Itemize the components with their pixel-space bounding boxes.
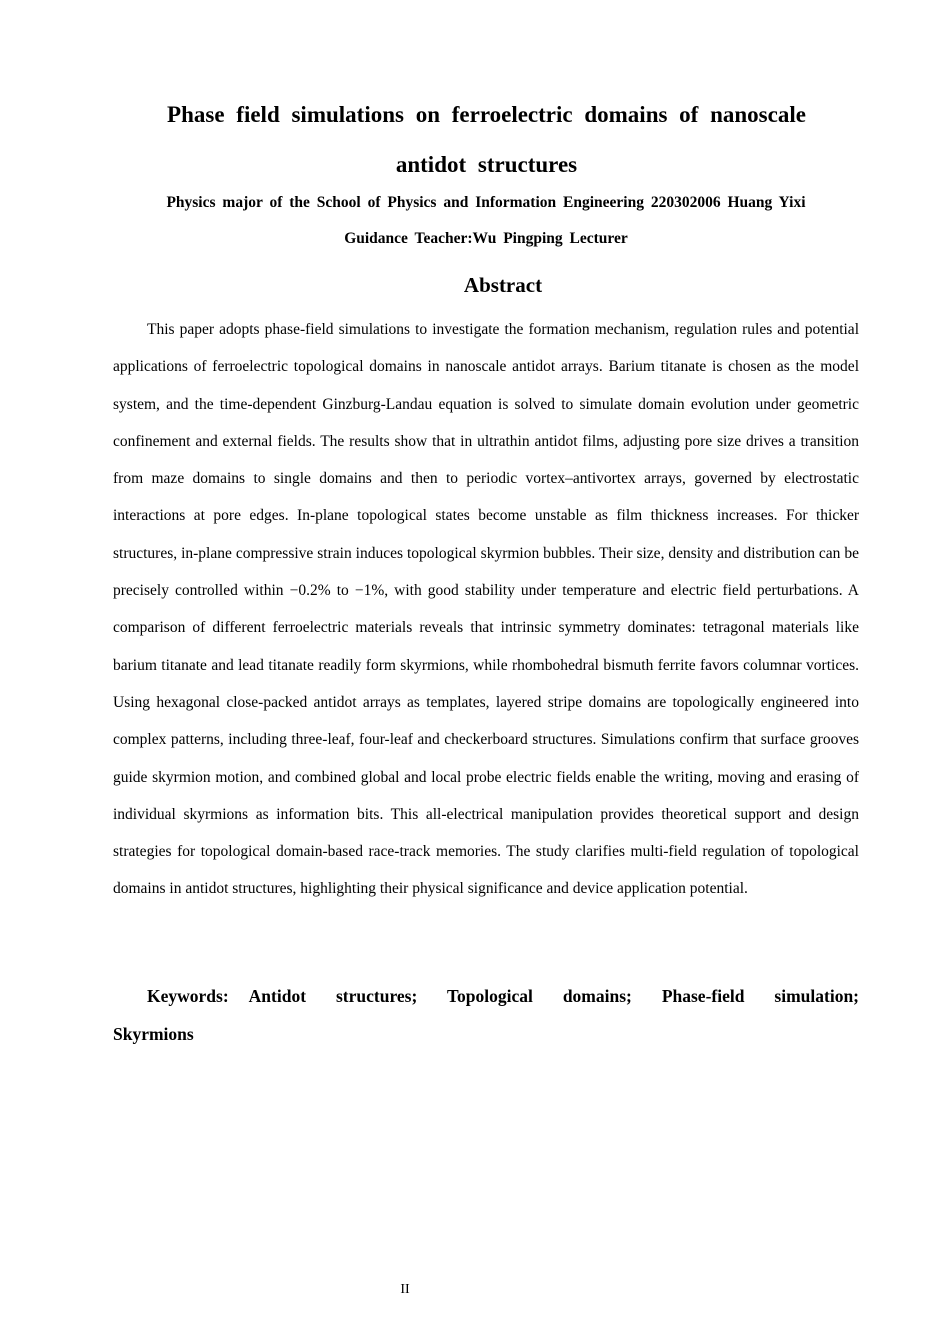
- title-line-1: Phase field simulations on ferroelectric domains of nanoscale: [167, 102, 806, 127]
- title-line-2: antidot structures: [395, 152, 578, 177]
- keywords-paragraph: [113, 978, 859, 1053]
- abstract-body: This paper adopts phase-field simulations to investigate the formation mechanism, regulation rules and potential applications of ferroelectric topological domains in nanoscale antidot arrays. Barium titanate is chosen as the model system, and the time-dependent Ginzburg-Landau equation is solved to simulate domain evolution under geometric confinement and external fields. The results show that in ultrathin antidot films, adjusting pore size drives a transition from maze domains to single domains and then to periodic vortex–antivortex arrays, governed by electrostatic interactions at pore edges. In-plane topological states become unstable as film thickness increases. For thicker structures, in-plane compressive strain induces topological skyrmion bubbles. Their size, density and distribution can be precisely controlled within −0.2% to −1%, with good stability under temperature and electric field perturbations. A comparison of different ferroelectric materials reveals that intrinsic symmetry dominates: tetragonal materials like barium titanate and lead titanate readily form skyrmions, while rhombohedral bismuth ferrite favors columnar vortices. Using hexagonal close-packed antidot arrays as templates, layered stripe domains are topologically engineered into complex patterns, including three-leaf, four-leaf and checkerboard structures. Simulations confirm that surface grooves guide skyrmion motion, and combined global and local probe electric fields enable the writing, moving and erasing of individual skyrmions as information bits. This all-electrical manipulation provides theoretical support and design strategies for topological domain-based race-track memories. The study clarifies multi-field regulation of topological domains in antidot structures, highlighting their physical significance and device application potential.: [113, 321, 859, 898]
- page-number: II: [400, 1282, 410, 1297]
- teacher-line: Guidance Teacher:Wu Pingping Lecturer: [344, 230, 628, 247]
- keywords-text: Antidot structures; Topological domains; Phase-field simulation; Skyrmions: [113, 986, 859, 1044]
- author-line: Physics major of the School of Physics and Information Engineering 220302006 Huang Yixi: [166, 194, 806, 211]
- keywords-label: Keywords:: [147, 986, 229, 1006]
- abstract-heading: Abstract: [463, 273, 543, 297]
